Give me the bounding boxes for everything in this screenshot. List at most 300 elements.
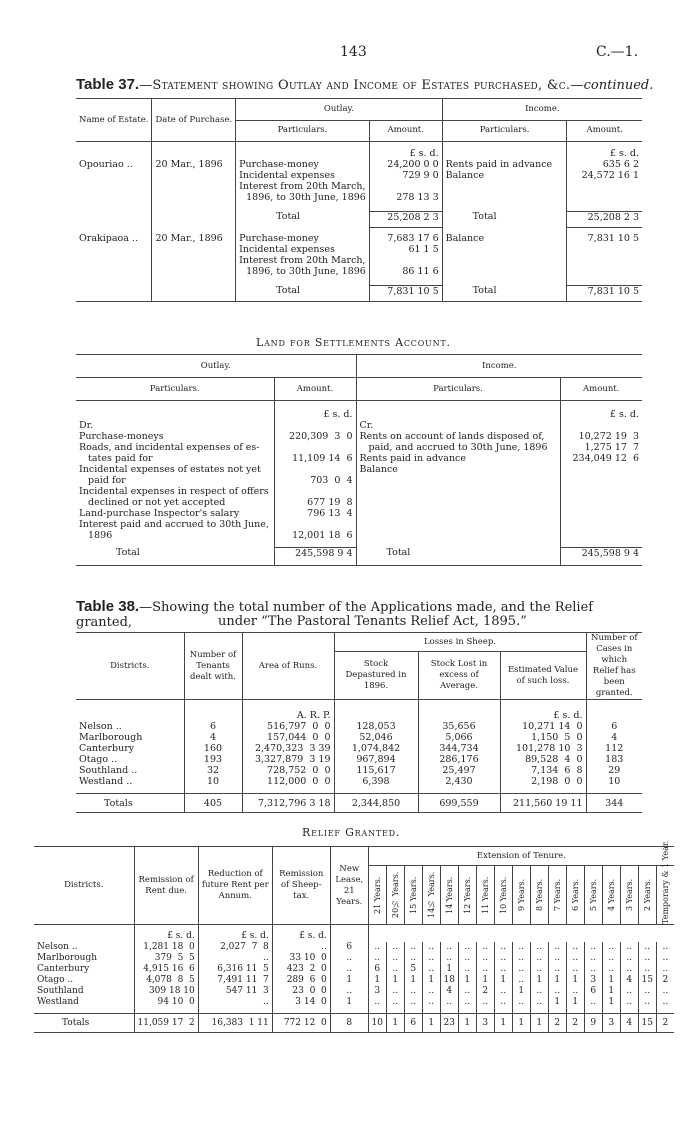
value-units: £ s. d. — [500, 700, 586, 722]
outlay-item: tates paid for — [76, 453, 274, 464]
stock-lost: 2,430 — [418, 776, 500, 787]
table-row — [76, 497, 642, 508]
year-label: 20½ Years. — [390, 871, 400, 919]
estate-name: Orakipaoa .. — [76, 233, 152, 244]
extension-count: .. — [512, 964, 530, 975]
stock-lost: 25,497 — [418, 765, 500, 776]
area-of-runs: 157,044 0 0 — [242, 732, 334, 743]
remission-rent: 379 5 5 — [134, 953, 198, 964]
extension-count: .. — [530, 986, 548, 997]
extension-count: 1 — [512, 1014, 530, 1033]
area-of-runs: 112,000 0 0 — [242, 776, 334, 787]
outlay-amount — [274, 464, 356, 475]
extension-count: 1 — [602, 997, 620, 1008]
year-label: 6 Years. — [570, 878, 580, 912]
extension-count: 6 — [584, 986, 602, 997]
extension-count: .. — [530, 953, 548, 964]
extension-count: .. — [566, 953, 584, 964]
table-row — [34, 953, 674, 964]
cases-granted: 112 — [605, 743, 624, 754]
estimated-value: 10,271 14 0 — [500, 721, 586, 732]
total-value: 211,560 19 11 — [500, 794, 586, 813]
extension-count: .. — [476, 997, 494, 1008]
year-label: 14½ Years. — [426, 871, 436, 919]
extension-count: 5 — [404, 964, 422, 975]
total-label: Total — [76, 547, 274, 566]
extension-count: .. — [494, 953, 512, 964]
stock-depastured: 1,074,842 — [334, 743, 418, 754]
extension-count: 1 — [566, 997, 584, 1008]
outlay-total: 25,208 2 3 — [369, 211, 442, 227]
area-units: A. R. P. — [242, 700, 334, 722]
header-extension-year — [386, 866, 404, 925]
currency-label: £ s. d. — [198, 925, 272, 943]
remission-rent: 4,915 16 6 — [134, 964, 198, 975]
extension-count: .. — [620, 953, 638, 964]
table-38-title-text: —Showing the total number of the Applications made, and the Relief granted, — [76, 600, 594, 630]
table-row — [76, 743, 642, 754]
income-total: 7,831 10 5 — [587, 285, 639, 297]
table-row — [76, 721, 642, 732]
extension-count: 2 — [662, 1017, 669, 1028]
year-label: 15 Years. — [408, 876, 418, 914]
outlay-amount: 24,200 0 0 — [369, 159, 442, 170]
total-cases: 344 — [605, 797, 624, 809]
outlay-amount: 729 9 0 — [369, 170, 442, 181]
area-of-runs: 728,752 0 0 — [242, 765, 334, 776]
header-extension-year — [656, 840, 674, 925]
total-label: Total — [442, 211, 567, 227]
table-37-label: Table 37. — [76, 76, 140, 93]
extension-count: 1 — [458, 1014, 476, 1033]
extension-count: .. — [494, 986, 512, 997]
table-row — [76, 475, 642, 486]
header-extension-year — [368, 866, 386, 925]
total-label: Total — [442, 285, 567, 302]
extension-count: 3 — [602, 1014, 620, 1033]
extension-count: 1 — [602, 975, 620, 986]
year-label: 10 Years. — [498, 876, 508, 914]
outlay-item: Incidental expenses of estates not yet — [76, 464, 274, 475]
header-districts: Districts. — [34, 847, 134, 925]
area-of-runs: 516,797 0 0 — [242, 721, 334, 732]
extension-count: .. — [584, 942, 602, 953]
header-outlay: Outlay. — [76, 355, 356, 378]
remission-sheep-tax: 289 6 0 — [272, 975, 330, 986]
outlay-amount: 11,109 14 6 — [274, 453, 356, 464]
extension-count: .. — [368, 953, 386, 964]
header-reduction-rent: Reduction of future Rent per Annum. — [198, 847, 272, 925]
table-row — [76, 776, 642, 787]
extension-count: .. — [422, 942, 440, 953]
year-label: 11 Years. — [480, 876, 490, 914]
page-code: C.—1. — [596, 44, 639, 60]
extension-count: .. — [638, 942, 656, 953]
header-outlay-amount: Amount. — [369, 120, 442, 142]
header-estimated-value: Estimated Value of such loss. — [500, 652, 586, 700]
estimated-value: 7,134 6 8 — [500, 765, 586, 776]
extension-count: 6 — [404, 1014, 422, 1033]
district-name: Otago .. — [76, 754, 184, 765]
table-row — [76, 754, 642, 765]
extension-count: .. — [458, 986, 476, 997]
header-extension-year — [512, 866, 530, 925]
outlay-item: Roads, and incidental expenses of es- — [76, 442, 274, 453]
outlay-item: Interest paid and accrued to 30th June, — [76, 519, 274, 530]
extension-count: .. — [404, 986, 422, 997]
extension-count: 4 — [620, 1014, 638, 1033]
header-outlay: Outlay. — [236, 99, 443, 121]
header-extension-year — [548, 866, 566, 925]
extension-count: .. — [422, 986, 440, 997]
extension-count: .. — [602, 942, 620, 953]
income-amount: 7,831 10 5 — [587, 233, 639, 244]
header-remission-sheep-tax: Remission of Sheep-tax. — [272, 847, 330, 925]
extension-count: .. — [638, 953, 656, 964]
district-name: Marlborough — [76, 732, 184, 743]
year-label: 3 Years. — [624, 878, 634, 912]
new-lease: .. — [330, 953, 368, 964]
income-item: Balance — [442, 233, 567, 244]
extension-count: .. — [368, 942, 386, 953]
district-name: Westland .. — [76, 776, 184, 787]
table-row — [76, 159, 642, 170]
extension-count: .. — [566, 986, 584, 997]
income-item: Balance — [356, 464, 560, 475]
year-label: 8 Years. — [534, 878, 544, 912]
extension-count: 1 — [566, 975, 584, 986]
purchase-date: 20 Mar., 1896 — [152, 159, 236, 170]
total-tenants: 405 — [184, 794, 242, 813]
header-date-of-purchase: Date of Purchase. — [152, 99, 236, 142]
table-row — [34, 986, 674, 997]
outlay-item: Interest from 20th March, — [236, 181, 370, 192]
extension-count: .. — [512, 975, 530, 986]
cases-granted: 183 — [605, 754, 624, 765]
extension-count: .. — [620, 942, 638, 953]
income-item: Rents on account of lands disposed of, — [356, 431, 560, 442]
totals-label: Totals — [76, 794, 184, 813]
remission-sheep-tax: 423 2 0 — [272, 964, 330, 975]
cases-granted: 10 — [608, 776, 621, 787]
table-37-continued: continued. — [583, 78, 654, 93]
district-name: Nelson .. — [34, 942, 134, 953]
header-income-amount: Amount. — [586, 125, 623, 136]
extension-count: .. — [494, 964, 512, 975]
currency-label: £ s. d. — [274, 401, 356, 421]
remission-sheep-tax: 33 10 0 — [272, 953, 330, 964]
extension-count: .. — [548, 964, 566, 975]
district-name: Totals — [34, 1014, 134, 1033]
extension-count: .. — [386, 986, 404, 997]
income-item: paid, and accrued to 30th June, 1896 — [356, 442, 560, 453]
extension-count: 2 — [662, 975, 669, 985]
table-row — [76, 486, 642, 497]
currency-label: £ s. d. — [369, 142, 442, 160]
outlay-amount: 796 13 4 — [274, 508, 356, 519]
total-depastured: 2,344,850 — [334, 794, 418, 813]
reduction-rent: 7,491 11 7 — [198, 975, 272, 986]
outlay-amount — [274, 442, 356, 453]
header-extension-year — [458, 866, 476, 925]
extension-count: .. — [530, 942, 548, 953]
extension-count: .. — [584, 953, 602, 964]
estimated-value: 1,150 5 0 — [500, 732, 586, 743]
extension-count: 4 — [440, 986, 458, 997]
header-extension-year — [494, 866, 512, 925]
reduction-rent: .. — [198, 953, 272, 964]
reduction-rent: .. — [198, 997, 272, 1008]
outlay-amount: 61 1 5 — [369, 244, 442, 255]
table-row — [76, 519, 642, 530]
outlay-item: Interest from 20th March, — [236, 255, 370, 266]
income-amount — [560, 464, 642, 475]
reduction-rent: 16,383 1 11 — [198, 1014, 272, 1033]
extension-count: .. — [404, 942, 422, 953]
header-name-of-estate: Name of Estate. — [76, 99, 152, 142]
cases-granted: 6 — [611, 721, 618, 732]
district-name: Otago .. — [34, 975, 134, 986]
currency-label: £ s. d. — [609, 409, 639, 420]
table-row — [76, 442, 642, 453]
header-extension-year — [620, 866, 638, 925]
year-label: 5 Years. — [588, 878, 598, 912]
extension-count: 1 — [422, 975, 440, 986]
header-extension-year — [476, 866, 494, 925]
total-label: Total — [236, 211, 370, 227]
new-lease: 8 — [330, 1014, 368, 1033]
header-extension-year — [404, 866, 422, 925]
outlay-amount: 278 13 3 — [369, 192, 442, 203]
district-name: Nelson .. — [76, 721, 184, 732]
table-37-title — [76, 76, 653, 93]
area-of-runs: 2,470,323 3 39 — [242, 743, 334, 754]
currency-label: £ s. d. — [609, 148, 639, 159]
extension-count: .. — [440, 953, 458, 964]
extension-count: 1 — [386, 975, 404, 986]
extension-count: .. — [566, 942, 584, 953]
table-row — [76, 453, 642, 464]
estimated-value: 2,198 0 0 — [500, 776, 586, 787]
extension-count: .. — [494, 942, 512, 953]
table-row — [76, 765, 642, 776]
year-label: 21 Years. — [372, 876, 382, 914]
remission-rent: 94 10 0 — [134, 997, 198, 1008]
extension-count: .. — [512, 953, 530, 964]
table-row — [34, 997, 674, 1008]
area-of-runs: 3,327,879 3 19 — [242, 754, 334, 765]
extension-count: .. — [386, 964, 404, 975]
tenants-count: 193 — [184, 754, 242, 765]
extension-count: 4 — [620, 975, 638, 986]
header-income-particulars: Particulars. — [442, 120, 567, 142]
stock-lost: 344,734 — [418, 743, 500, 754]
extension-count: 3 — [476, 1014, 494, 1033]
extension-count: 2 — [566, 1014, 584, 1033]
table-37-title-text: —Statement showing Outlay and Income of Estates purchased, &c.— — [139, 78, 584, 93]
header-outlay-particulars: Particulars. — [236, 120, 370, 142]
district-name: Southland — [34, 986, 134, 997]
extension-count: 1 — [530, 975, 548, 986]
outlay-amount: 86 11 6 — [369, 266, 442, 277]
year-label: 7 Years. — [552, 878, 562, 912]
header-area: Area of Runs. — [242, 633, 334, 700]
extension-count: .. — [386, 942, 404, 953]
extension-count: .. — [662, 997, 669, 1007]
extension-count: 1 — [548, 975, 566, 986]
currency-label: £ s. d. — [134, 925, 198, 943]
income-amount: 10,272 19 3 — [578, 431, 639, 442]
table-row — [76, 233, 642, 244]
extension-count: .. — [548, 986, 566, 997]
income-amount: 635 6 2 — [602, 159, 639, 170]
extension-count: .. — [422, 964, 440, 975]
table-38 — [76, 632, 642, 813]
estimated-value: 89,528 4 0 — [500, 754, 586, 765]
extension-count: .. — [566, 964, 584, 975]
extension-count: .. — [584, 964, 602, 975]
extension-count: .. — [422, 997, 440, 1008]
year-label: Temporary & 1 Year. — [660, 840, 670, 924]
income-total: 245,598 9 4 — [581, 547, 639, 559]
table-38-label: Table 38. — [76, 598, 140, 615]
relief-granted-title: Relief Granted. — [302, 826, 401, 839]
extension-count: 23 — [440, 1014, 458, 1033]
tenants-count: 4 — [184, 732, 242, 743]
land-settlements-table — [76, 354, 642, 566]
outlay-item: Purchase-money — [236, 233, 370, 244]
year-label: 14 Years. — [444, 876, 454, 914]
header-extension-year — [584, 866, 602, 925]
new-lease: 1 — [330, 997, 368, 1008]
extension-count: .. — [458, 997, 476, 1008]
extension-count: 15 — [638, 975, 656, 986]
remission-rent: 1,281 18 0 — [134, 942, 198, 953]
estimated-value: 101,278 10 3 — [500, 743, 586, 754]
remission-sheep-tax: 3 14 0 — [272, 997, 330, 1008]
extension-count: .. — [638, 986, 656, 997]
extension-count: 3 — [368, 986, 386, 997]
cases-granted: 4 — [611, 732, 618, 743]
stock-depastured: 6,398 — [334, 776, 418, 787]
district-name: Westland — [34, 997, 134, 1008]
currency-label: £ s. d. — [272, 925, 330, 943]
outlay-item: 1896 — [76, 530, 274, 541]
extension-count: .. — [512, 997, 530, 1008]
extension-count: .. — [386, 953, 404, 964]
extension-count: 1 — [548, 997, 566, 1008]
extension-count: .. — [662, 953, 669, 963]
stock-depastured: 967,894 — [334, 754, 418, 765]
outlay-item: 1896, to 30th June, 1896 — [236, 266, 370, 277]
extension-count: 1 — [458, 975, 476, 986]
stock-depastured: 52,046 — [334, 732, 418, 743]
tenants-count: 32 — [184, 765, 242, 776]
header-remission-rent: Remission of Rent due. — [134, 847, 198, 925]
extension-count: 15 — [638, 1014, 656, 1033]
dr-label: Dr. — [76, 420, 274, 431]
year-label: 9 Years. — [516, 878, 526, 912]
table-38-subtitle: under “The Pastoral Tenants Relief Act, 1895.” — [218, 614, 527, 629]
district-name: Canterbury — [34, 964, 134, 975]
extension-count: .. — [458, 942, 476, 953]
remission-rent: 11,059 17 2 — [134, 1014, 198, 1033]
header-extension-year — [422, 866, 440, 925]
extension-count: .. — [662, 986, 669, 996]
extension-count: .. — [638, 997, 656, 1008]
district-name: Southland .. — [76, 765, 184, 776]
table-row — [34, 942, 674, 953]
extension-count: .. — [548, 942, 566, 953]
year-label: 4 Years. — [606, 878, 616, 912]
header-extension-year — [602, 866, 620, 925]
new-lease: .. — [330, 986, 368, 997]
header-income: Income. — [481, 360, 517, 371]
year-label: 2 Years. — [642, 878, 652, 912]
income-amount: 1,275 17 7 — [584, 442, 639, 453]
extension-count: 1 — [494, 1014, 512, 1033]
extension-count: .. — [620, 997, 638, 1008]
reduction-rent: 547 11 3 — [198, 986, 272, 997]
extension-count: 18 — [440, 975, 458, 986]
remission-rent: 309 18 10 — [134, 986, 198, 997]
reduction-rent: 2,027 7 8 — [198, 942, 272, 953]
stock-lost: 35,656 — [418, 721, 500, 732]
extension-count: 1 — [494, 975, 512, 986]
header-districts: Districts. — [76, 633, 184, 700]
header-cases: Number of Cases in which Relief has been granted. — [591, 633, 638, 698]
extension-count: 10 — [368, 1014, 386, 1033]
extension-count: .. — [548, 953, 566, 964]
stock-depastured: 128,053 — [334, 721, 418, 732]
extension-count: .. — [404, 953, 422, 964]
totals-row — [76, 794, 642, 813]
reduction-rent: 6,316 11 5 — [198, 964, 272, 975]
income-total: 25,208 2 3 — [587, 211, 639, 223]
table-row — [76, 508, 642, 519]
extension-count: 9 — [584, 1014, 602, 1033]
district-name: Canterbury — [76, 743, 184, 754]
extension-count: .. — [512, 942, 530, 953]
extension-count: .. — [620, 964, 638, 975]
outlay-amount: 677 19 8 — [274, 497, 356, 508]
income-item: Rents paid in advance — [442, 159, 567, 170]
extension-count: .. — [386, 997, 404, 1008]
extension-count: .. — [440, 997, 458, 1008]
extension-count: .. — [458, 953, 476, 964]
outlay-item: Incidental expenses in respect of offers — [76, 486, 274, 497]
outlay-item: paid for — [76, 475, 274, 486]
extension-count: 1 — [530, 1014, 548, 1033]
header-outlay-particulars: Particulars. — [76, 378, 274, 401]
outlay-amount: 7,683 17 6 — [369, 233, 442, 244]
extension-count: .. — [602, 964, 620, 975]
extension-count: 1 — [368, 975, 386, 986]
header-income-particulars: Particulars. — [356, 378, 560, 401]
header-extension-year — [440, 866, 458, 925]
extension-count: 3 — [584, 975, 602, 986]
extension-count: 2 — [476, 986, 494, 997]
extension-count: 1 — [440, 964, 458, 975]
income-amount: 24,572 16 1 — [581, 170, 639, 181]
outlay-item: 1896, to 30th June, 1896 — [236, 192, 370, 203]
remission-rent: 4,078 8 5 — [134, 975, 198, 986]
purchase-date: 20 Mar., 1896 — [152, 233, 236, 244]
stock-lost: 286,176 — [418, 754, 500, 765]
extension-count: 1 — [386, 1014, 404, 1033]
extension-count: 1 — [404, 975, 422, 986]
outlay-amount: 12,001 18 6 — [274, 530, 356, 541]
